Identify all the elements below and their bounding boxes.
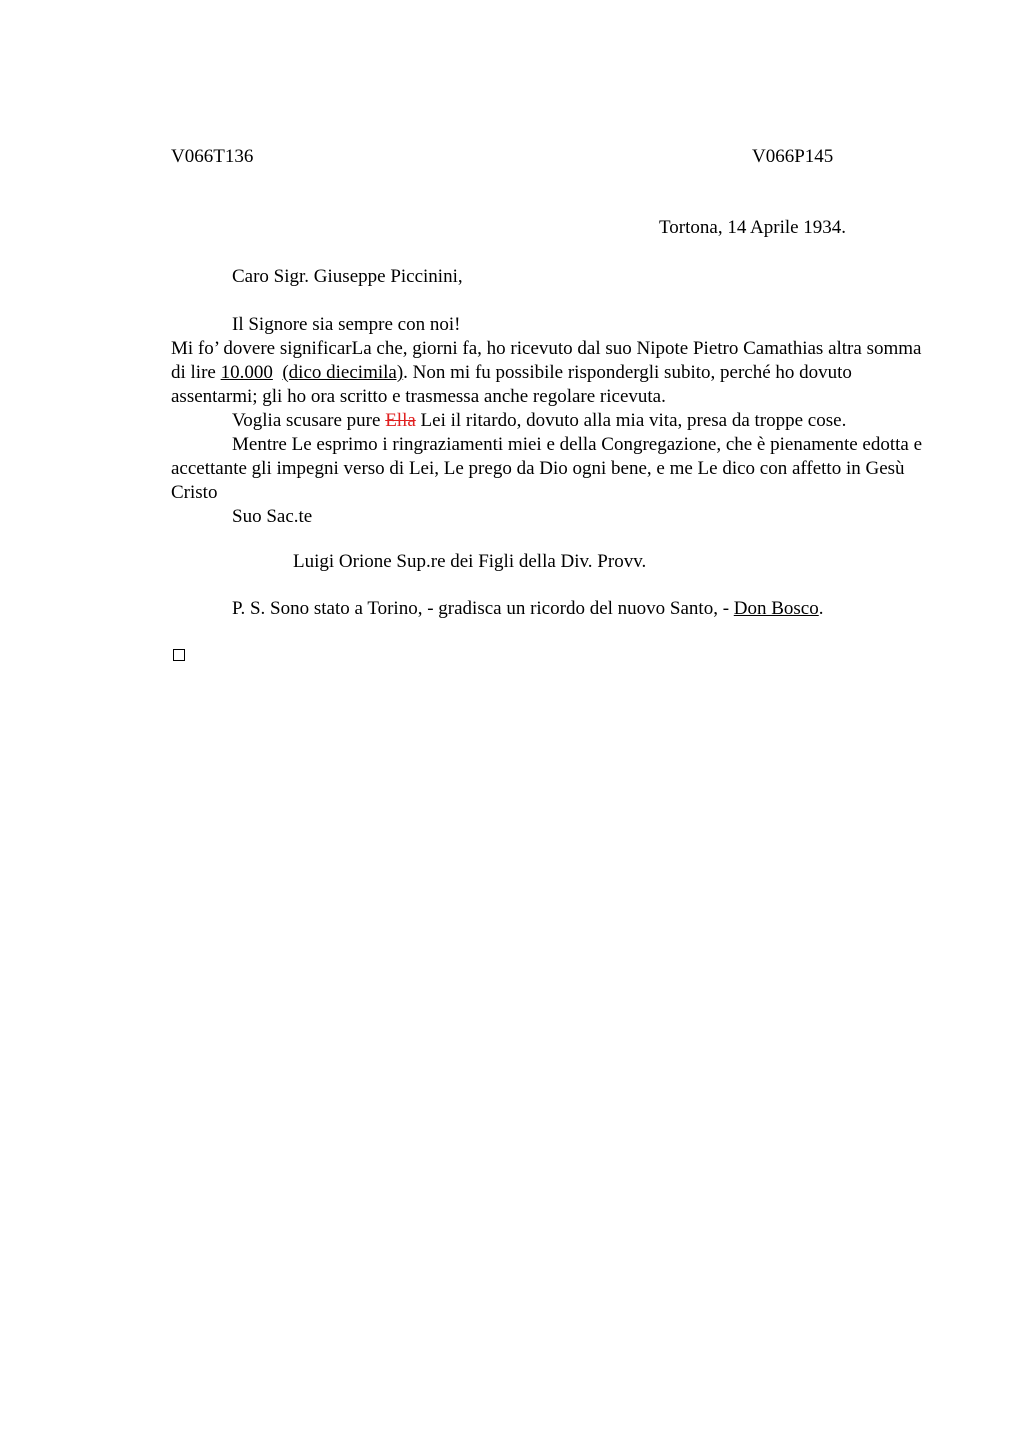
postscript-underlined: Don Bosco xyxy=(733,598,819,619)
paragraph-apology-text-b: Lei il ritardo, dovuto alla mia vita, presa da troppe cose. xyxy=(415,410,847,431)
paragraph-receipt-text-b: . Non mi fu possibile rispondergli subito, perché ho dovuto assentarmi; gli ho ora scritto e trasmessa anche regolare ricevuta. xyxy=(171,362,852,407)
document-code-left: V066T136 xyxy=(171,146,254,167)
paragraph-receipt-text-a: Mi fo’ dovere significarLa che, giorni fa, ho ricevuto dal suo Nipote Pietro Camathias altra somma di lire xyxy=(171,338,922,383)
document-code-right: V066P145 xyxy=(752,146,834,167)
paragraph-thanks: Mentre Le esprimo i ringraziamenti miei e della Congregazione, che è pienamente edotta e accettante gli impegni verso di Lei, Le prego da Dio ogni bene, e me Le dico con affetto in Gesù Cristo xyxy=(171,434,923,503)
end-mark-box xyxy=(173,649,185,661)
amount-words: (dico diecimila) xyxy=(282,362,404,383)
struck-word: Ella xyxy=(385,410,416,431)
postscript-text-b: . xyxy=(818,598,824,619)
paragraph-receipt xyxy=(171,337,931,409)
dateline: Tortona, 14 Aprile 1934. xyxy=(659,217,847,238)
postscript xyxy=(232,598,824,620)
letter-body xyxy=(171,313,931,529)
postscript-text-a: P. S. Sono stato a Torino, - gradisca un ricordo del nuovo Santo, - xyxy=(232,598,734,619)
paragraph-apology-text-a: Voglia scusare pure xyxy=(232,410,386,431)
salutation: Caro Sigr. Giuseppe Piccinini, xyxy=(232,266,463,287)
greeting: Il Signore sia sempre con noi! xyxy=(232,314,461,335)
closing: Suo Sac.te xyxy=(232,506,313,527)
paragraph-apology xyxy=(171,409,931,433)
amount-figure: 10.000 xyxy=(220,362,273,383)
signature: Luigi Orione Sup.re dei Figli della Div. Provv. xyxy=(293,551,647,572)
